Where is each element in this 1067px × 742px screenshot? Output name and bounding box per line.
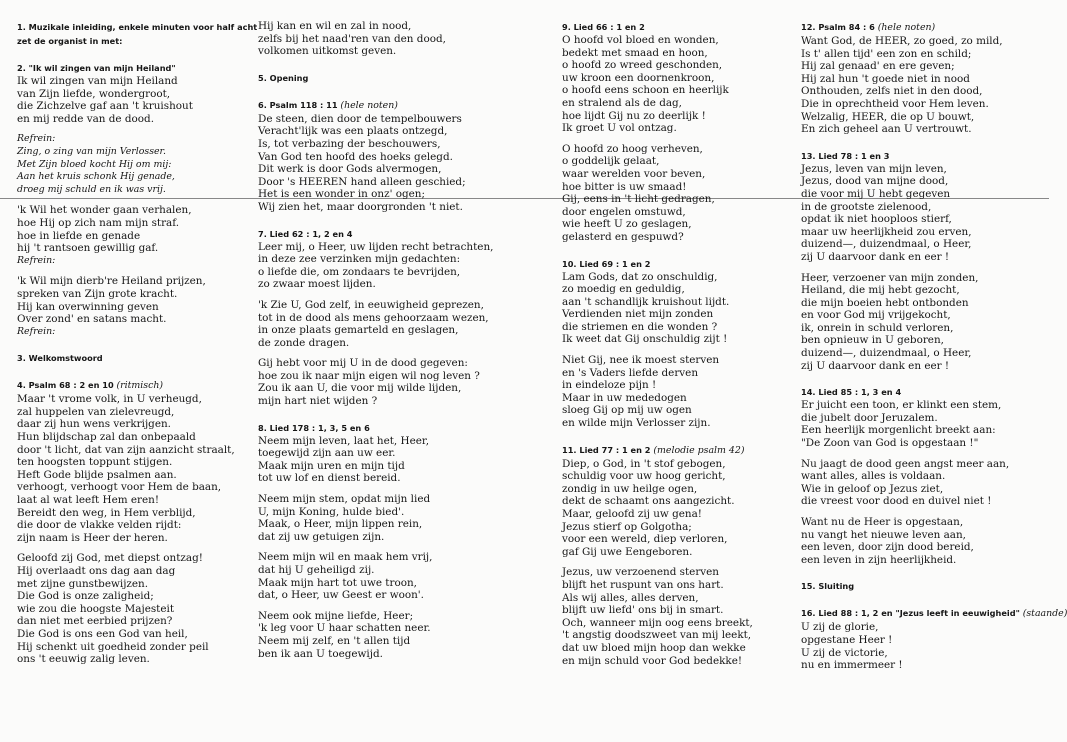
item-heading [562,257,810,271]
verse-line: dan niet met eerbied prijzen? [17,615,173,628]
verse-line: nu vangt het nieuwe leven aan, [801,528,966,541]
stanza-gap [258,602,506,610]
verse-line: ten hoogsten toppunt stijgen. [17,456,173,469]
stanza-gap [258,291,506,299]
item-heading [17,61,265,75]
item-heading [801,20,1049,35]
verse-line: zij U daarvoor dank en eer ! [801,250,950,263]
verse-line: U zij de glorie, [801,621,879,634]
verse-line: en 's Vaders liefde derven [562,366,699,379]
program-item [801,149,1049,373]
verse-line: in de grootste zielenood, [801,200,932,213]
verse-line: o hoofd zo wreed geschonden, [562,59,723,72]
verse-line: zijn naam is Heer der heren. [17,531,168,544]
verse-line: Hij schenkt uit goedheid zonder peil [17,640,209,653]
verse-line: Hij kan overwinning geven [17,300,159,313]
verse-line: ons 't eeuwig zalig leven. [17,653,150,666]
item-heading-text: 13. Lied 78 : 1 en 3 [801,150,890,161]
verse-line: Zou ik aan U, die voor mij wilde lijden, [258,382,462,395]
verse-line: ben opnieuw in U geboren, [801,334,944,347]
verse-line: dat zij uw getuigen zijn. [258,530,385,543]
verse-line: een leven in zijn heerlijkheid. [801,553,957,566]
refrain-line: Met Zijn bloed kocht Hij om mij: [17,158,172,170]
item-note: (hele noten) [877,22,936,33]
verse-line: Dit werk is door Gods alvermogen, [258,163,442,176]
stanza-gap [562,135,810,143]
verse-line: volkomen uitkomst geven. [258,45,397,58]
item-note: (staande) [1022,608,1067,620]
verse-line: duizend—, duizendmaal, o Heer, [801,347,972,360]
stanza-gap [17,125,265,133]
program-item [258,71,506,85]
verse-line: opdat ik niet hooploos stierf, [801,213,952,226]
verse-line: ik, onrein in schuld verloren, [801,321,954,334]
column-3 [562,20,810,680]
verse-line: die Zichzelve gaf aan 't kruishout [17,100,193,113]
stanza-gap [562,346,810,354]
verse-line: Jezus, dood van mijne dood, [801,175,949,188]
verse-line: o goddelijk gelaat, [562,155,660,168]
verse-line: blijft het ruspunt van ons hart. [562,578,724,591]
program-item [258,20,506,58]
program-item [801,20,1049,136]
verse-line: Door 's HEEREN hand alleen geschied; [258,175,466,188]
refrain-line: Refrein: [17,254,56,266]
verse-line: hoe bitter is uw smaad! [562,180,687,193]
verse-line: Gij hebt voor mij U in de dood gegeven: [258,357,468,370]
stanza-gap [801,264,1049,272]
verse-line: door engelen omstuwd, [562,205,686,218]
program-item [17,20,265,48]
verse-line: Is t' allen tijd' een zon en schild; [801,47,972,60]
item-heading-text: 3. Welkomstwoord [17,353,103,364]
verse-line: Neem mij zelf, en 't allen tijd [258,634,411,647]
verse-line: schuldig voor uw hoog gericht, [562,470,726,483]
item-heading [801,385,1049,399]
verse-line: die door de vlakke velden rijdt: [17,519,182,532]
program-item [801,579,1049,593]
verse-line: gaf Gij uwe Eengeboren. [562,545,693,558]
verse-line: hoe in liefde en genade [17,229,141,242]
verse-line: Heft Gode blijde psalmen aan. [17,468,177,481]
verse-line: Geloofd zij God, met diepst ontzag! [17,552,203,565]
verse-line: zondig in uw heilge ogen, [562,482,698,495]
verse-line: uw kroon een doornenkroon, [562,71,715,84]
verse-line: tot uw lof en dienst bereid. [258,472,401,485]
verse-line: Nu jaagt de dood geen angst meer aan, [801,457,1010,470]
verse-line: in onze plaats gemarteld en geslagen, [258,324,459,337]
verse-line: bedekt met smaad en hoon, [562,46,708,59]
verse-line: Ik wil zingen van mijn Heiland [17,75,178,87]
verse-line: o hoofd eens schoon en heerlijk [562,84,729,97]
program-item [562,20,810,244]
verse-line: U zij de victorie, [801,646,888,659]
verse-line: mijn hart niet wijden ? [258,395,378,408]
verse-line: dat uw bloed mijn hoop dan wekke [562,641,746,654]
stanza-gap [258,349,506,357]
verse-line: Verdienden niet mijn zonden [562,308,714,321]
item-heading [801,579,1049,593]
verse-line: Ik weet dat Gij onschuldig zijt ! [562,333,728,346]
verse-line: Want nu de Heer is opgestaan, [801,516,964,528]
item-note: (hele noten) [340,99,398,111]
verse-line: Wij zien het, maar doorgronden 't niet. [258,200,463,213]
verse-line: Maak, o Heer, mijn lippen rein, [258,518,423,531]
item-heading [562,443,810,458]
item-heading-text: 4. Psalm 68 : 2 en 10 [17,380,114,391]
verse-line: waar werelden voor beven, [562,167,706,180]
verse-line: Een heerlijk morgenlicht breekt aan: [801,424,996,437]
verse-line: De steen, dien door de tempelbouwers [258,112,462,125]
verse-line: Hun blijdschap zal dan onbepaald [17,431,196,444]
verse-line: Hij kan en wil en zal in nood, [258,20,412,32]
verse-line: Neem ook mijne liefde, Heer; [258,609,414,622]
item-heading [17,351,265,365]
verse-line: Die in oprechtheid voor Hem leven. [801,97,989,110]
program-item [562,257,810,430]
item-heading-text: 15. Sluiting [801,581,855,592]
verse-line: duizend—, duizendmaal, o Heer, [801,238,972,251]
verse-line: en mij redde van de dood. [17,112,154,125]
verse-line: toegewijd zijn aan uw eer. [258,447,396,460]
verse-line: verhoogt, verhoogt voor Hem de baan, [17,481,222,494]
verse-line: de zonde dragen. [258,336,350,349]
item-heading [258,98,506,113]
verse-line: en stralend als de dag, [562,96,682,109]
verse-line: ben ik aan U toegewijd. [258,647,383,660]
verse-line: O hoofd vol bloed en wonden, [562,34,719,46]
verse-line: Jezus, uw verzoenend sterven [562,566,719,579]
verse-line: sloeg Gij op mij uw ogen [562,404,692,417]
verse-line: Maar in uw mededogen [562,391,687,404]
program-item [258,227,506,408]
verse-line: Leer mij, o Heer, uw lijden recht betrachten, [258,240,494,253]
verse-line: 'k Zie U, God zelf, in eeuwigheid geprezen, [258,298,484,311]
item-heading-text: 16. Lied 88 : 1, 2 en "Jezus leeft in eeuwigheid" [801,608,1020,619]
verse-line: en wilde mijn Verlosser zijn. [562,417,711,430]
verse-line: Heiland, die mij hebt gezocht, [801,284,960,297]
verse-line: 'k Wil het wonder gaan verhalen, [17,204,192,217]
verse-line: die voor mij U hebt gegeven [801,187,951,200]
verse-line: Van God ten hoofd des hoeks gelegd. [258,150,453,163]
verse-line: zelfs bij het naad'ren van den dood, [258,32,446,45]
verse-line: nu en immermeer ! [801,659,903,672]
item-heading [17,20,265,34]
verse-line: 'k leg voor U haar schatten neer. [258,622,431,635]
item-heading-text: 10. Lied 69 : 1 en 2 [562,258,651,269]
verse-line: Maak mijn uren en mijn tijd [258,459,405,472]
verse-line: dat, o Heer, uw Geest er woon'. [258,589,424,602]
item-heading-text: 11. Lied 77 : 1 en 2 [562,444,651,455]
verse-line: "De Zoon van God is opgestaan !" [801,437,979,450]
program-item [258,98,506,214]
program-item [17,351,265,365]
verse-line: en mijn schuld voor God bedekke! [562,654,743,667]
verse-line: zo moedig en geduldig, [562,283,685,296]
verse-line: die jubelt door Jeruzalem. [801,411,938,424]
item-heading [258,227,506,241]
verse-line: 't angstig doodszweet van mij leekt, [562,629,752,642]
verse-line: zij U daarvoor dank en eer ! [801,359,950,372]
verse-line: zo zwaar moest lijden. [258,278,376,291]
verse-line: Maar 't vrome volk, in U verheugd, [17,393,202,406]
item-heading-text: 12. Psalm 84 : 6 [801,22,875,32]
verse-line: met zijne gunstbewijzen. [17,577,149,590]
column-1 [17,20,265,679]
verse-line: Want God, de HEER, zo goed, zo mild, [801,35,1003,47]
item-note: (melodie psalm 42) [653,444,745,456]
verse-line: in deze zee verzinken mijn gedachten: [258,253,461,266]
verse-line: Hij overlaadt ons dag aan dag [17,565,176,577]
verse-line: Jezus stierf op Golgotha; [562,520,692,533]
item-heading [258,421,506,435]
verse-line: hoe Hij op zich nam mijn straf. [17,216,180,229]
verse-line: dat hij U geheiligd zij. [258,564,375,576]
verse-line: aan 't schandlijk kruishout lijdt. [562,295,730,308]
verse-line: hij 't rantsoen gewillig gaf. [17,242,159,255]
item-heading-text: 9. Lied 66 : 1 en 2 [562,22,645,32]
stanza-gap [801,508,1049,516]
verse-line: En zich geheel aan U vertrouwt. [801,123,972,136]
refrain-line: droeg mij schuld en ik was vrij. [17,183,166,195]
verse-line: Onthouden, zelfs niet in den dood, [801,85,983,98]
item-heading-text: 2. "Ik wil zingen van mijn Heiland" [17,63,176,73]
verse-line: tot in de dood als mens gehoorzaam wezen, [258,311,489,324]
verse-line: Neem mijn stem, opdat mijn lied [258,493,431,506]
verse-line: Die God is ons een God van heil, [17,627,188,640]
verse-line: laat al wat leeft Hem eren! [17,494,160,507]
verse-line: blijft uw liefd' ons bij in smart. [562,604,724,617]
verse-line: hoe zou ik naar mijn eigen wil nog leven ? [258,369,480,382]
verse-line: opgestane Heer ! [801,633,893,646]
verse-line: Gij, eens in 't licht gedragen, [562,193,715,206]
verse-line: Neem mijn leven, laat het, Heer, [258,434,430,447]
item-heading [801,606,1067,621]
verse-line: Is, tot verbazing der beschouwers, [258,137,441,150]
verse-line: maar uw heerlijkheid zou erven, [801,225,972,238]
verse-line: U, mijn Koning, hulde bied'. [258,505,405,518]
verse-line: Er juicht een toon, er klinkt een stem, [801,399,1002,412]
verse-line: Niet Gij, nee ik moest sterven [562,354,720,367]
item-heading-text: 8. Lied 178 : 1, 3, 5 en 6 [258,422,370,433]
program-item [562,443,810,668]
column-2 [258,20,506,673]
verse-line: zal huppelen van zielevreugd, [17,405,175,418]
verse-line: Die God is onze zaligheid; [17,590,154,603]
verse-line: Hij zal genaad' en ere geven; [801,60,955,73]
verse-line: zet de organist in met: [17,36,123,46]
item-heading [562,20,810,34]
verse-line: Lam Gods, dat zo onschuldig, [562,270,718,283]
stanza-gap [17,196,265,204]
verse-line: Hij zal hun 't goede niet in nood [801,72,970,85]
item-heading [801,149,1049,163]
item-heading-text: 7. Lied 62 : 1, 2 en 4 [258,228,353,239]
verse-line: die vreest voor dood en duivel niet ! [801,495,992,508]
verse-line: Als wij alles, alles derven, [562,591,699,604]
verse-line: Welzalig, HEER, die op U bouwt, [801,110,975,123]
item-heading [258,71,506,85]
verse-line: wie heeft U zo geslagen, [562,218,692,231]
program-item [17,61,265,338]
refrain-line: Refrein: [17,325,56,337]
verse-line: Wie in geloof op Jezus ziet, [801,482,944,495]
verse-line: gelasterd en gespuwd? [562,230,684,243]
stanza-gap [801,450,1049,458]
program-item [258,421,506,661]
verse-line: in eindeloze pijn ! [562,379,657,392]
verse-line: Och, wanneer mijn oog eens breekt, [562,616,753,629]
verse-line: want alles, alles is voldaan. [801,470,946,483]
verse-line: Veracht'lijk was een plaats ontzegd, [258,125,448,138]
verse-line: Ik groet U vol ontzag. [562,122,677,135]
stanza-gap [258,485,506,493]
verse-line: Heer, verzoener van mijn zonden, [801,271,979,284]
refrain-line: Zing, o zing van mijn Verlosser. [17,145,166,157]
verse-line: Diep, o God, in 't stof gebogen, [562,457,726,470]
refrain-line: Refrein: [17,133,56,145]
program-item [17,378,265,665]
item-heading [17,378,265,393]
stanza-gap [258,543,506,551]
verse-line: spreken van Zijn grote kracht. [17,287,178,300]
verse-line: Maak mijn hart tot uwe troon, [258,576,417,589]
item-heading-text: 14. Lied 85 : 1, 3 en 4 [801,387,902,398]
verse-line: Het is een wonder in onz' ogen; [258,188,426,201]
verse-line: voor een wereld, diep verloren, [562,533,728,546]
verse-line: O hoofd zo hoog verheven, [562,142,703,155]
item-heading-text: 6. Psalm 118 : 11 [258,99,338,110]
verse-line: Jezus, leven van mijn leven, [801,162,947,175]
program-item [801,606,1067,672]
verse-line: Maar, geloofd zij uw gena! [562,508,702,520]
verse-line: en voor God mij vrijgekocht, [801,309,951,322]
verse-line: dekt de schaamt ons aangezicht. [562,495,735,508]
verse-line: die striemen en die wonden ? [562,320,718,333]
verse-line: Neem mijn wil en maak hem vrij, [258,551,433,564]
verse-line: o liefde die, om zondaars te bevrijden, [258,265,461,278]
verse-line: wie zou die hoogste Majesteit [17,602,174,615]
verse-line: die mijn boeien hebt ontbonden [801,296,969,309]
verse-line: van Zijn liefde, wondergroot, [17,87,171,100]
verse-line: 'k Wil mijn dierb're Heiland prijzen, [17,275,206,288]
verse-line: Over zond' en satans macht. [17,313,167,326]
verse-line: daar zij hun wens verkrijgen. [17,418,171,431]
item-note: (ritmisch) [116,380,164,392]
program-item [801,385,1049,566]
item-heading-text: 5. Opening [258,72,309,83]
verse-line: door 't licht, dat van zijn aanzicht straalt, [17,443,235,456]
column-4 [801,20,1067,685]
stanza-gap [17,267,265,275]
verse-line: een leven, door zijn dood bereid, [801,541,974,554]
item-heading-text: 1. Muzikale inleiding, enkele minuten voor half acht [17,22,258,32]
stanza-gap [17,544,265,552]
stanza-gap [562,558,810,566]
refrain-line: Aan het kruis schonk Hij genade, [17,171,175,183]
verse-line: Bereidt den weg, in Hem verblijd, [17,506,196,519]
verse-line: hoe lijdt Gij nu zo deerlijk ! [562,109,706,122]
